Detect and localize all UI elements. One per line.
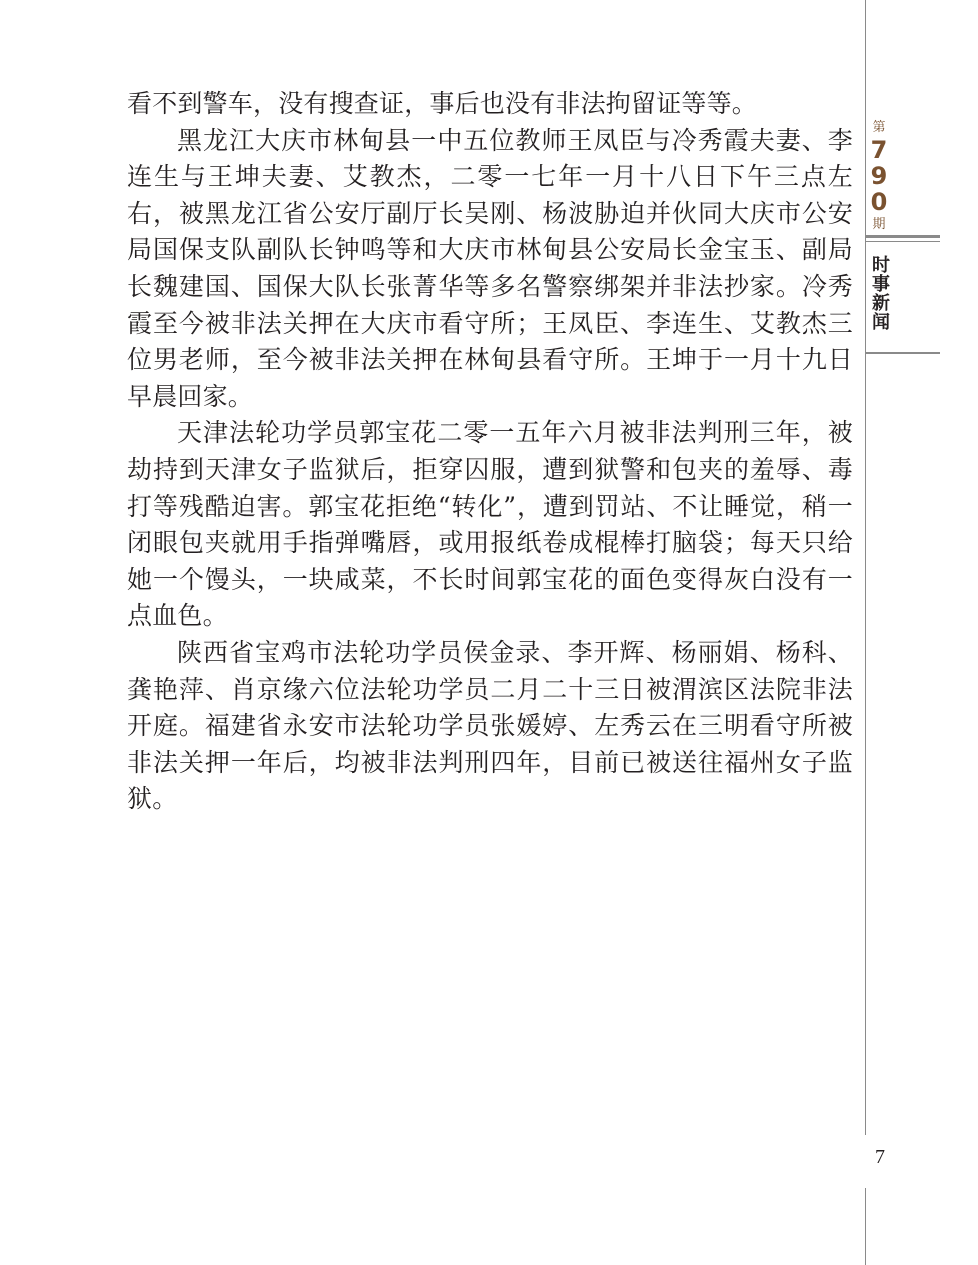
article-body xyxy=(127,86,853,818)
section-divider-top-thin xyxy=(866,241,940,242)
issue-suffix: 期 xyxy=(872,217,886,232)
paragraph-continuation: 看不到警车，没有搜查证，事后也没有非法拘留证等等。 xyxy=(127,89,758,118)
issue-marker xyxy=(866,120,892,234)
issue-number: 790 xyxy=(865,136,893,214)
issue-prefix: 第 xyxy=(872,120,886,135)
section-divider-top xyxy=(866,235,940,238)
paragraph-shaanxi-fujian: 陕西省宝鸡市法轮功学员侯金录、李开辉、杨丽娟、杨科、龚艳萍、肖京缘六位法轮功学员二月二十三日被渭滨区法院非法开庭。福建省永安市法轮功学员张媛婷、左秀云在三明看守所被非法关押一年后，均被非法判刑四年，目前已被送往福州女子监狱。 xyxy=(127,637,853,814)
paragraph-daqing: 黑龙江大庆市林甸县一中五位教师王凤臣与冷秀霞夫妻、李连生与王坤夫妻、艾教杰，二零一七年一月十八日下午三点左右，被黑龙江省公安厅副厅长吴刚、杨波胁迫并伙同大庆市公安局国保支队副队长钟鸣等和大庆市林甸县公安局长金宝玉、副局长魏建国、国保大队长张菁华等多名警察绑架并非法抄家。冷秀霞至今被非法关押在大庆市看守所；王凤臣、李连生、艾教杰三位男老师，至今被非法关押在林甸县看守所。王坤于一月十九日早晨回家。 xyxy=(127,125,853,411)
sidebar-rule-bottom xyxy=(865,1188,866,1265)
section-divider-bottom xyxy=(866,352,940,354)
paragraph-tianjin: 天津法轮功学员郭宝花二零一五年六月被非法判刑三年，被劫持到天津女子监狱后，拒穿囚服，遭到狱警和包夹的羞辱、毒打等残酷迫害。郭宝花拒绝“转化”，遭到罚站、不让睡觉，稍一闭眼包夹就用手指弹嘴唇，或用报纸卷成棍棒打脑袋；每天只给她一个馒头，一块咸菜，不长时间郭宝花的面色变得灰白没有一点血色。 xyxy=(127,418,853,631)
page-number: 7 xyxy=(875,1146,885,1168)
section-label: 时事新闻 xyxy=(869,255,890,331)
